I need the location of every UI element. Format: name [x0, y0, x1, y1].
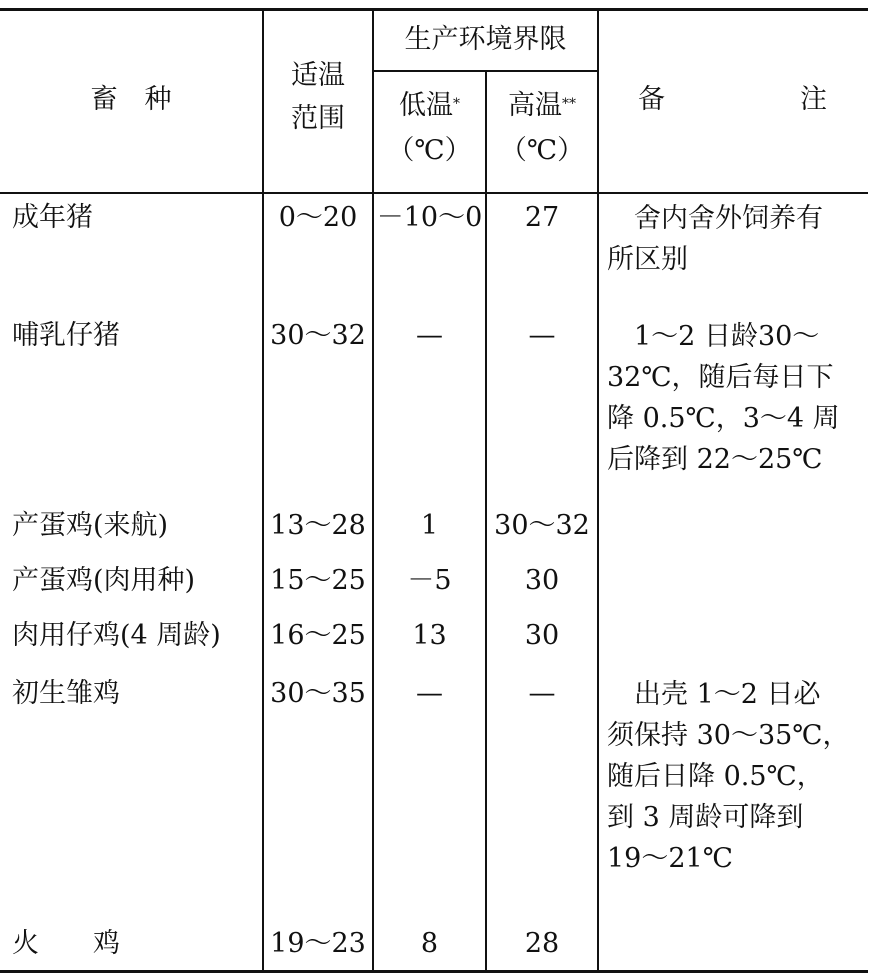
cell-low: 8: [420, 928, 439, 959]
cell-low: －10～0: [376, 202, 483, 233]
cell-note: [607, 316, 865, 480]
header-env-limit: 生产环境界限: [404, 24, 567, 55]
cell-high: —: [528, 320, 556, 351]
cell-high: 28: [524, 928, 560, 959]
note-line: 1～2 日龄30～: [607, 321, 820, 352]
cell-low: 13: [412, 620, 447, 651]
cell-high: 30: [524, 620, 560, 651]
cell-high: 30～32: [494, 510, 590, 541]
header-note-2: 注: [800, 84, 827, 115]
cell-suitable: 30～35: [270, 678, 366, 709]
col-rule-1: [262, 10, 264, 972]
cell-suitable: 30～32: [270, 320, 366, 351]
cell-low: －5: [407, 565, 452, 596]
cell-suitable: 0～20: [278, 202, 358, 233]
cell-suitable: 19～23: [270, 928, 366, 959]
cell-breed: 哺乳仔猪: [12, 320, 120, 351]
note-line: 32℃，随后每日下: [607, 362, 834, 393]
header-low-temp: [374, 88, 485, 124]
cell-low: —: [416, 320, 443, 351]
header-high-unit: （℃）: [499, 135, 585, 166]
header-suitable-line2: 范围: [291, 103, 345, 134]
low-temp-label: 低温: [399, 90, 453, 121]
col-rule-4: [597, 10, 599, 972]
cell-low: 1: [420, 510, 439, 541]
cell-note: [607, 198, 865, 280]
cell-suitable: 16～25: [270, 620, 366, 651]
note-line: 降 0.5℃，3～4 周: [607, 403, 840, 434]
note-line: 到 3 周龄可降到: [607, 802, 804, 833]
cell-suitable: 13～28: [270, 510, 366, 541]
header-suitable-line1: 适温: [291, 60, 345, 91]
header-breed: 畜 种: [90, 84, 172, 115]
cell-breed: 火 鸡: [12, 928, 120, 959]
note-line: 所区别: [607, 244, 688, 275]
header-note-1: 备: [638, 84, 665, 115]
header-bottom-rule: [0, 192, 868, 194]
cell-breed: 初生雏鸡: [12, 678, 120, 709]
cell-high: 30: [524, 565, 560, 596]
header-high-temp: [487, 88, 597, 124]
low-temp-mark: *: [453, 96, 460, 112]
high-temp-label: 高温: [508, 90, 562, 121]
cell-breed: 肉用仔鸡(4 周龄): [12, 620, 221, 651]
cell-suitable: 15～25: [270, 565, 366, 596]
table-bottom-rule: [0, 970, 868, 973]
high-temp-mark: **: [562, 96, 576, 112]
table-top-rule: [0, 8, 868, 11]
cell-breed: 成年猪: [12, 202, 93, 233]
note-line: 须保持 30～35℃，: [607, 720, 850, 751]
note-line: 后降到 22～25℃: [607, 444, 823, 475]
cell-note: [607, 674, 865, 879]
note-line: 19～21℃: [607, 843, 733, 874]
cell-breed: 产蛋鸡(来航): [12, 510, 169, 541]
cell-low: —: [416, 678, 443, 709]
note-line: 舍内舍外饲养有: [607, 203, 823, 234]
cell-high: 27: [524, 202, 560, 233]
note-line: 出壳 1～2 日必: [607, 679, 821, 710]
cell-high: —: [528, 678, 556, 709]
header-low-unit: （℃）: [387, 135, 472, 166]
note-line: 随后日降 0.5℃，: [607, 761, 824, 792]
cell-breed: 产蛋鸡(肉用种): [12, 565, 196, 596]
